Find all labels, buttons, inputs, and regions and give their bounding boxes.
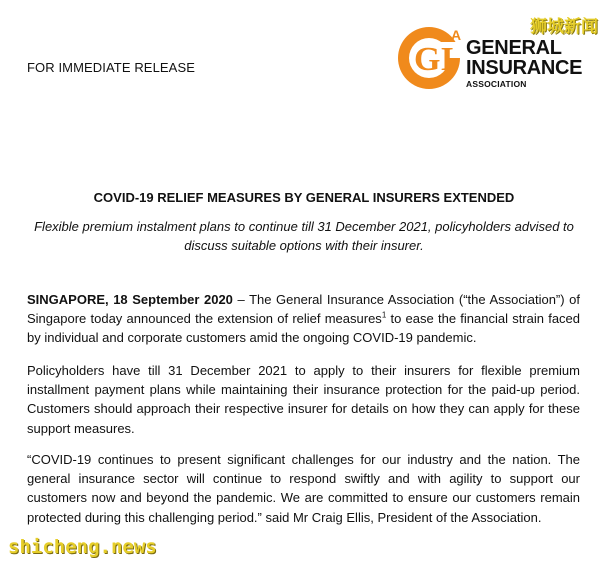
dateline: SINGAPORE, 18 September 2020 [27,292,233,307]
logo-line-1: GENERAL [466,37,562,59]
footnote-marker: 1 [381,310,387,320]
logo-letters: GI [414,41,454,78]
paragraph-1 [27,290,580,348]
logo-line-2: INSURANCE [466,57,583,79]
paragraph-1-text-a: – The General Insurance Association (“the Association”) of Singapore today announced the extension of relief measures [27,292,580,327]
release-label: FOR IMMEDIATE RELEASE [27,60,195,75]
paragraph-3: “COVID-19 continues to present significant challenges for our industry and the nation. The general insurance sector will continue to respond swiftly and with agility to support our customers now and beyond the pandemic. We are committed to ensure our customers remain protected during this challenging period.” said Mr Craig Ellis, President of the Association. [27,452,580,525]
watermark-bottom: shicheng.news [8,536,157,558]
logo-wordmark [466,38,582,89]
watermark-top: 狮城新闻 [530,17,598,37]
paragraph-2: Policyholders have till 31 December 2021 to apply to their insurers for flexible premium installment payment plans while maintaining their insurance protection for the paid-up period. Customers should approach their respective insurer for details on how they can apply for these support measures. [27,363,580,436]
press-release-title: COVID-19 RELIEF MEASURES BY GENERAL INSURERS EXTENDED [93,190,515,205]
logo-line-3: ASSOCIATION [466,79,527,89]
logo-superscript: A [451,27,462,43]
paragraph-1-text-b: to ease the financial strain faced by individual and corporate customers amid the ongoing COVID-19 pandemic. [27,311,581,346]
press-release-subtitle: Flexible premium instalment plans to continue till 31 December 2021, policyholders advised to discuss suitable options with their insurer. [34,219,574,253]
